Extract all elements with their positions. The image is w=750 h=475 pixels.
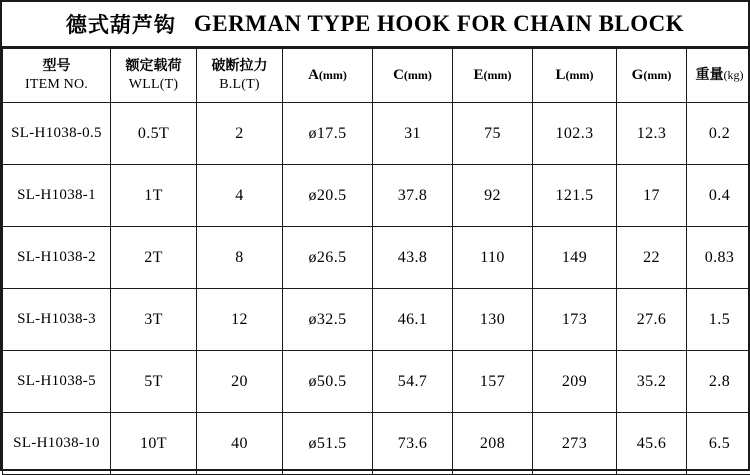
cell-weight: 0.83 <box>687 227 750 289</box>
header-cell-c <box>373 49 453 103</box>
cell-g: 45.6 <box>617 413 687 475</box>
header-unit-8: (kg) <box>724 68 744 82</box>
cell-item-no: SL-H1038-3 <box>3 289 111 351</box>
table-row <box>3 103 750 165</box>
cell-l: 149 <box>533 227 617 289</box>
title-english: GERMAN TYPE HOOK FOR CHAIN BLOCK <box>194 11 684 37</box>
table-row <box>3 351 750 413</box>
table-row <box>3 413 750 475</box>
cell-g: 12.3 <box>617 103 687 165</box>
cell-item-no: SL-H1038-1 <box>3 165 111 227</box>
header-label-l <box>556 65 594 85</box>
cell-a: ø17.5 <box>283 103 373 165</box>
cell-l: 173 <box>533 289 617 351</box>
header-en-1: WLL(T) <box>129 76 178 95</box>
header-unit-4: (mm) <box>404 68 432 82</box>
cell-a: ø32.5 <box>283 289 373 351</box>
cell-wll: 5T <box>111 351 197 413</box>
cell-bl: 2 <box>197 103 283 165</box>
header-cell-e <box>453 49 533 103</box>
title-chinese: 德式葫芦钩 <box>66 9 176 39</box>
cell-l: 209 <box>533 351 617 413</box>
header-cell-item-no <box>3 49 111 103</box>
header-en-4: C <box>393 67 404 83</box>
cell-bl: 20 <box>197 351 283 413</box>
cell-e: 92 <box>453 165 533 227</box>
header-en-0: ITEM NO. <box>25 76 88 95</box>
cell-e: 130 <box>453 289 533 351</box>
header-en-5: E <box>474 67 484 83</box>
cell-e: 110 <box>453 227 533 289</box>
cell-weight: 0.4 <box>687 165 750 227</box>
header-unit-7: (mm) <box>643 68 671 82</box>
table-body <box>3 103 750 475</box>
cell-c: 31 <box>373 103 453 165</box>
table-row <box>3 289 750 351</box>
cell-weight: 0.2 <box>687 103 750 165</box>
cell-wll: 3T <box>111 289 197 351</box>
header-unit-6: (mm) <box>566 68 594 82</box>
cell-l: 121.5 <box>533 165 617 227</box>
cell-l: 273 <box>533 413 617 475</box>
header-en-7: G <box>632 67 644 83</box>
header-label-e <box>474 65 512 85</box>
specification-table <box>2 48 750 475</box>
sheet-title <box>2 2 748 48</box>
header-cn-0: 型号 <box>43 57 71 76</box>
header-cell-g <box>617 49 687 103</box>
header-label-g <box>632 65 672 85</box>
header-en-3: A <box>308 67 319 83</box>
cell-wll: 1T <box>111 165 197 227</box>
cell-bl: 12 <box>197 289 283 351</box>
cell-c: 54.7 <box>373 351 453 413</box>
cell-c: 73.6 <box>373 413 453 475</box>
header-cell-a <box>283 49 373 103</box>
cell-item-no: SL-H1038-0.5 <box>3 103 111 165</box>
header-label-a <box>308 65 347 85</box>
cell-e: 208 <box>453 413 533 475</box>
header-label-c <box>393 65 432 85</box>
cell-wll: 0.5T <box>111 103 197 165</box>
header-unit-3: (mm) <box>319 68 347 82</box>
cell-c: 46.1 <box>373 289 453 351</box>
cell-weight: 1.5 <box>687 289 750 351</box>
table-header <box>3 49 750 103</box>
cell-item-no: SL-H1038-2 <box>3 227 111 289</box>
header-unit-5: (mm) <box>484 68 512 82</box>
cell-g: 22 <box>617 227 687 289</box>
header-cell-weight <box>687 49 750 103</box>
cell-wll: 10T <box>111 413 197 475</box>
cell-a: ø20.5 <box>283 165 373 227</box>
cell-a: ø50.5 <box>283 351 373 413</box>
cell-weight: 2.8 <box>687 351 750 413</box>
table-row <box>3 227 750 289</box>
cell-e: 157 <box>453 351 533 413</box>
cell-bl: 40 <box>197 413 283 475</box>
header-cn-8: 重量 <box>696 67 724 83</box>
header-cn-2: 破断拉力 <box>212 57 268 76</box>
header-cell-wll <box>111 49 197 103</box>
cell-c: 43.8 <box>373 227 453 289</box>
cell-item-no: SL-H1038-10 <box>3 413 111 475</box>
cell-wll: 2T <box>111 227 197 289</box>
header-cell-l <box>533 49 617 103</box>
cell-l: 102.3 <box>533 103 617 165</box>
cell-e: 75 <box>453 103 533 165</box>
header-en-6: L <box>556 67 566 83</box>
cell-a: ø51.5 <box>283 413 373 475</box>
cell-g: 17 <box>617 165 687 227</box>
cell-g: 35.2 <box>617 351 687 413</box>
cell-bl: 8 <box>197 227 283 289</box>
header-cell-bl <box>197 49 283 103</box>
cell-g: 27.6 <box>617 289 687 351</box>
table-row <box>3 165 750 227</box>
cell-item-no: SL-H1038-5 <box>3 351 111 413</box>
cell-bl: 4 <box>197 165 283 227</box>
cell-a: ø26.5 <box>283 227 373 289</box>
header-en-2: B.L(T) <box>219 76 259 95</box>
cell-weight: 6.5 <box>687 413 750 475</box>
header-row <box>3 49 750 103</box>
cell-c: 37.8 <box>373 165 453 227</box>
header-cn-1: 额定载荷 <box>126 57 182 76</box>
header-label-weight <box>696 66 744 85</box>
